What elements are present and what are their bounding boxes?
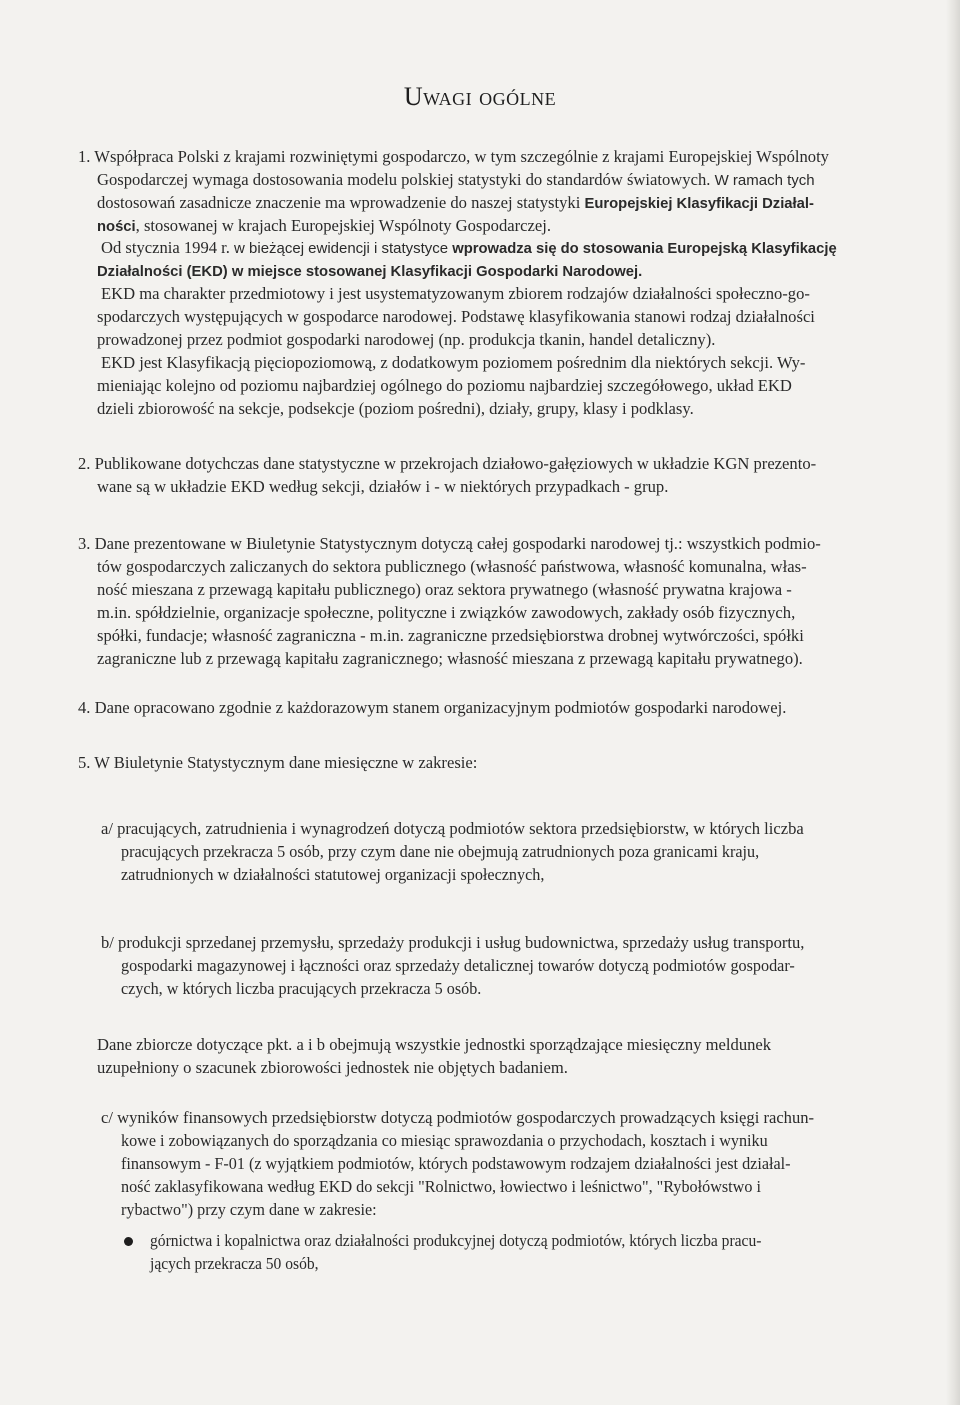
p5-a-line-3: zatrudnionych w działalności statutowej organizacji społecznych, (121, 865, 545, 884)
p4-line-1: 4. Dane opracowano zgodnie z każdorazowym stanem organizacyjnym podmiotów gospodarki narodowej. (78, 698, 787, 717)
p1-line-9: prowadzonej przez podmiot gospodarki narodowej (np. produkcja tkanin, handel detaliczny). (97, 330, 716, 349)
p1-line-2-text: Gospodarczej wymaga dostosowania modelu polskiej statystyki do standardów światowych. (97, 170, 711, 189)
p1-line-4-bold: ności (97, 219, 136, 235)
page-title: Uwagi ogólne (403, 82, 557, 111)
page-edge (946, 0, 960, 1405)
p5-b-line-2: gospodarki magazynowej i łączności oraz sprzedaży detalicznej towarów dotyczą podmiotów gospodar- (121, 956, 795, 975)
p1-line-11: mieniając kolejno od poziomu najbardziej ogólnego do poziomu najbardziej szczegółowego, układ EKD (97, 376, 792, 395)
p1-line-4 (97, 215, 897, 239)
p1-line-8: spodarczych występujących w gospodarce narodowej. Podstawę klasyfikowania stanowi rodzaj działalności (97, 307, 815, 326)
p5-c-line-5: rybactwo") przy czym dane w zakresie: (121, 1200, 377, 1219)
p5-note-line-1: Dane zbiorcze dotyczące pkt. a i b obejmują wszystkie jednostki sporządzające miesięczny meldunek (97, 1035, 772, 1054)
p5-a-line-1: a/ pracujących, zatrudnienia i wynagrodzeń dotyczą podmiotów sektora przedsiębiorstw, w których liczba (101, 819, 804, 838)
p1-line-7: EKD ma charakter przedmiotowy i jest usystematyzowanym zbiorem rodzajów działalności społeczno-go- (101, 284, 810, 303)
p1-line-10: EKD jest Klasyfikacją pięciopoziomową, z dodatkowym poziomem pośrednim dla niektórych sekcji. Wy- (101, 353, 806, 372)
p1-line-5-text: Od stycznia 1994 r. (101, 238, 235, 257)
p3-line-6: zagraniczne lub z przewagą kapitału zagranicznego; własność mieszana z przewagą kapitału prywatnego). (97, 649, 803, 668)
p3-line-5: spółki, fundacje; własność zagraniczna - m.in. zagraniczne przedsiębiorstwa drobnej wytwórczości, spółki (97, 626, 804, 645)
p1-line-1: 1. Współpraca Polski z krajami rozwiniętymi gospodarczo, w tym szczególnie z krajami Europejskiej Wspólnoty (78, 147, 829, 166)
p1-line-2-tail: W ramach tych (710, 172, 815, 189)
p1-line-3-text: dostosowań zasadnicze znaczenie ma wprowadzenie do naszej statystyki (97, 193, 581, 212)
p1-line-2 (97, 169, 897, 193)
p1-line-3 (97, 192, 897, 216)
p5-line-1: 5. W Biuletynie Statystycznym dane miesięczne w zakresie: (78, 753, 478, 772)
p5-c-line-2: kowe i zobowiązanych do sporządzania co miesiąc sprawozdania o przychodach, kosztach i wyniku (121, 1131, 768, 1150)
p5-b-line-3: czych, w których liczba pracujących przekracza 5 osób. (121, 979, 482, 998)
p5-note-line-2: uzupełniony o szacunek zbiorowości jednostek nie objętych badaniem. (97, 1058, 568, 1077)
p5-b-line-1: b/ produkcji sprzedanej przemysłu, sprzedaży produkcji i usług budownictwa, sprzedaży usług transportu, (101, 933, 805, 952)
p3-line-2: tów gospodarczych zaliczanych do sektora publicznego (własność państwowa, własność komunalna, włas- (97, 557, 807, 576)
p5-c-line-3: finansowym - F-01 (z wyjątkiem podmiotów, których podstawowym rodzajem działalności jest działal- (121, 1154, 791, 1173)
p1-line-6 (97, 260, 897, 284)
p1-line-5-sans: w bieżącej ewidencji i statystyce (234, 240, 449, 257)
p1-line-5-bold: wprowadza się do stosowania Europejską Klasyfikację (448, 241, 837, 257)
p5-bullet-line-2: jących przekracza 50 osób, (150, 1254, 319, 1273)
p1-line-3-bold: Europejskiej Klasyfikacji Działal- (580, 196, 814, 212)
p5-c-line-1: c/ wyników finansowych przedsiębiorstw dotyczą podmiotów gospodarczych prowadzących księgi rachun- (101, 1108, 815, 1127)
p2-line-1: 2. Publikowane dotychczas dane statystyczne w przekrojach działowo-gałęziowych w układzie KGN prezento- (78, 454, 817, 473)
p1-line-4-text: , stosowanej w krajach Europejskiej Wspólnoty Gospodarczej. (135, 216, 552, 235)
p3-line-1: 3. Dane prezentowane w Biuletynie Statystycznym dotyczą całej gospodarki narodowej tj.: wszystkich podmio- (78, 534, 821, 553)
bullet-icon (124, 1237, 133, 1246)
p1-line-6-bold: Działalności (EKD) w miejsce stosowanej Klasyfikacji Gospodarki Narodowej. (97, 264, 643, 280)
p1-line-12: dzieli zbiorowość na sekcje, podsekcje (poziom pośredni), działy, grupy, klasy i podklasy. (97, 399, 694, 418)
p3-line-4: m.in. spółdzielnie, organizacje społeczne, polityczne i związków zawodowych, zakłady osób fizycznych, (97, 603, 796, 622)
p5-c-line-4: ność zaklasyfikowana według EKD do sekcji "Rolnictwo, łowiectwo i leśnictwo", "Rybołówstwo i (121, 1177, 761, 1196)
p5-bullet-line-1: górnictwa i kopalnictwa oraz działalności produkcyjnej dotyczą podmiotów, których liczba pracu- (150, 1231, 762, 1250)
p5-a-line-2: pracujących przekracza 5 osób, przy czym dane nie obejmują zatrudnionych poza granicami kraju, (121, 842, 760, 861)
p3-line-3: ność mieszana z przewagą kapitału publicznego) oraz sektora prywatnego (własność prywatna krajowa - (97, 580, 792, 599)
p2-line-2: wane są w układzie EKD według sekcji, działów i - w niektórych przypadkach - grup. (97, 477, 669, 496)
p1-line-5 (101, 237, 900, 261)
